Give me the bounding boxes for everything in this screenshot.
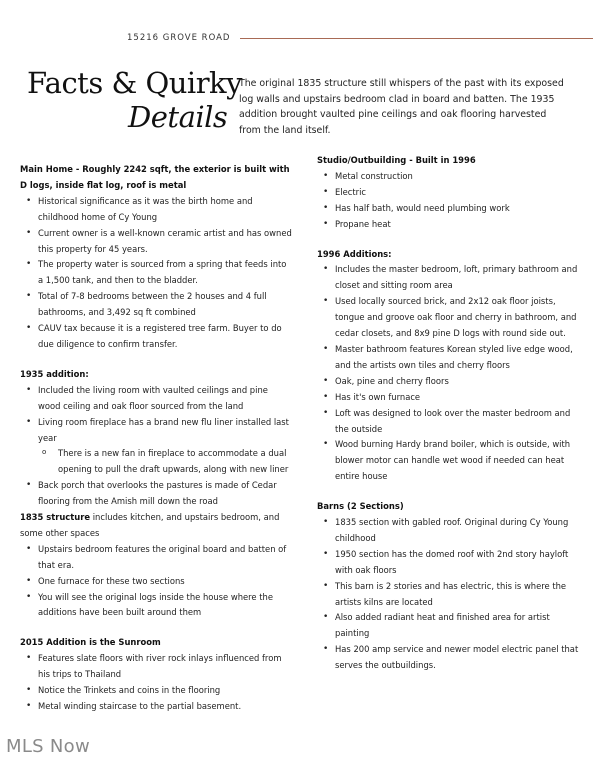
list-item: • You will see the original logs inside the house where the additions have been built around them xyxy=(20,590,292,622)
list-item: • Propane heat xyxy=(317,217,579,233)
list-item: • Also added radiant heat and finished area for artist painting xyxy=(317,610,579,642)
list-item: • Current owner is a well-known ceramic artist and has owned this property for 45 years. xyxy=(20,226,292,258)
list-item: • Metal winding staircase to the partial basement. xyxy=(20,699,292,715)
list-item: • Upstairs bedroom features the original board and batten of that era. xyxy=(20,542,292,574)
list-item: • Notice the Trinkets and coins in the flooring xyxy=(20,683,292,699)
list-item: • Wood burning Hardy brand boiler, which is outside, with blower motor can handle wet wood if needed can heat entire house xyxy=(317,437,579,485)
header-address: 15216 GROVE ROAD xyxy=(127,33,231,43)
list-item: • Historical significance as it was the birth home and childhood home of Cy Young xyxy=(20,194,292,226)
list-item: • 1950 section has the domed roof with 2nd story hayloft with oak floors xyxy=(317,547,579,579)
page-title-line2: Details xyxy=(128,100,228,134)
list-item: • The property water is sourced from a spring that feeds into a 1,500 tank, and then to the bladder. xyxy=(20,257,292,289)
list-item: • Features slate floors with river rock inlays influenced from his trips to Thailand xyxy=(20,651,292,683)
list-item: • Oak, pine and cherry floors xyxy=(317,374,579,390)
structure-1835-list xyxy=(20,542,292,622)
structure-1835-heading xyxy=(20,510,292,542)
left-column xyxy=(20,162,292,715)
right-column xyxy=(317,153,579,674)
main-home-list xyxy=(20,194,292,353)
barns-list xyxy=(317,515,579,674)
barns-heading: Barns (2 Sections) xyxy=(317,501,404,512)
addition-1935-heading: 1935 addition: xyxy=(20,368,89,379)
mls-now-watermark: MLS Now xyxy=(6,736,91,757)
list-item: • CAUV tax because it is a registered tree farm. Buyer to do due diligence to confirm transfer. xyxy=(20,321,292,353)
list-item: • Has 200 amp service and newer model electric panel that serves the outbuildings. xyxy=(317,642,579,674)
list-item: • Has it's own furnace xyxy=(317,390,579,406)
intro-paragraph: The original 1835 structure still whispers of the past with its exposed log walls and upstairs bedroom clad in board and batten. The 1935 addition brought vaulted pine ceilings and oak flooring harvested from the land itself. xyxy=(239,78,564,136)
list-item: • Electric xyxy=(317,185,579,201)
list-item: • This barn is 2 stories and has electric, this is where the artists kilns are located xyxy=(317,579,579,611)
list-item: • Metal construction xyxy=(317,169,579,185)
studio-heading: Studio/Outbuilding - Built in 1996 xyxy=(317,155,476,165)
main-home-heading: Main Home - Roughly 2242 sqft, the exterior is built with D logs, inside flat log, roof is metal xyxy=(20,164,290,190)
list-item: • Master bathroom features Korean styled live edge wood, and the artists own tiles and cherry floors xyxy=(317,342,579,374)
page-title-line1: Facts & Quirky xyxy=(27,66,243,100)
list-item: • Includes the master bedroom, loft, primary bathroom and closet and sitting room area xyxy=(317,262,579,294)
structure-1835-heading-bold: 1835 structure xyxy=(20,512,91,523)
additions-1996-heading: 1996 Additions: xyxy=(317,248,392,259)
header-divider xyxy=(240,38,593,39)
list-item: • Included the living room with vaulted ceilings and pine wood ceiling and oak floor sourced from the land xyxy=(20,383,292,415)
sub-list-item: o There is a new fan in fireplace to accommodate a dual opening to pull the draft upwards, along with new liner xyxy=(20,446,292,478)
addition-2015-heading: 2015 Addition is the Sunroom xyxy=(20,637,161,648)
addition-2015-list xyxy=(20,651,292,715)
list-item-text: Living room fireplace has a brand new flu liner installed last year xyxy=(38,416,289,443)
list-item: • Back porch that overlooks the pastures is made of Cedar flooring from the Amish mill down the road xyxy=(20,478,292,510)
addition-1935-list xyxy=(20,383,292,510)
list-item: • Loft was designed to look over the master bedroom and the outside xyxy=(317,406,579,438)
list-item: • Total of 7-8 bedrooms between the 2 houses and 4 full bathrooms, and 3,492 sq ft combined xyxy=(20,289,292,321)
list-item: • Used locally sourced brick, and 2x12 oak floor joists, tongue and groove oak floor and cherry in bathroom, and cedar closets, and 8x9 pine D logs with round side out. xyxy=(317,294,579,342)
sub-list xyxy=(20,446,292,478)
list-item: • One furnace for these two sections xyxy=(20,574,292,590)
additions-1996-list xyxy=(317,262,579,485)
list-item: • Has half bath, would need plumbing work xyxy=(317,201,579,217)
structure-1835-heading-rest: includes kitchen, and upstairs bedroom, and some other spaces xyxy=(20,512,280,538)
list-item xyxy=(20,415,292,479)
studio-list xyxy=(317,169,579,233)
list-item: • 1835 section with gabled roof. Original during Cy Young childhood xyxy=(317,515,579,547)
